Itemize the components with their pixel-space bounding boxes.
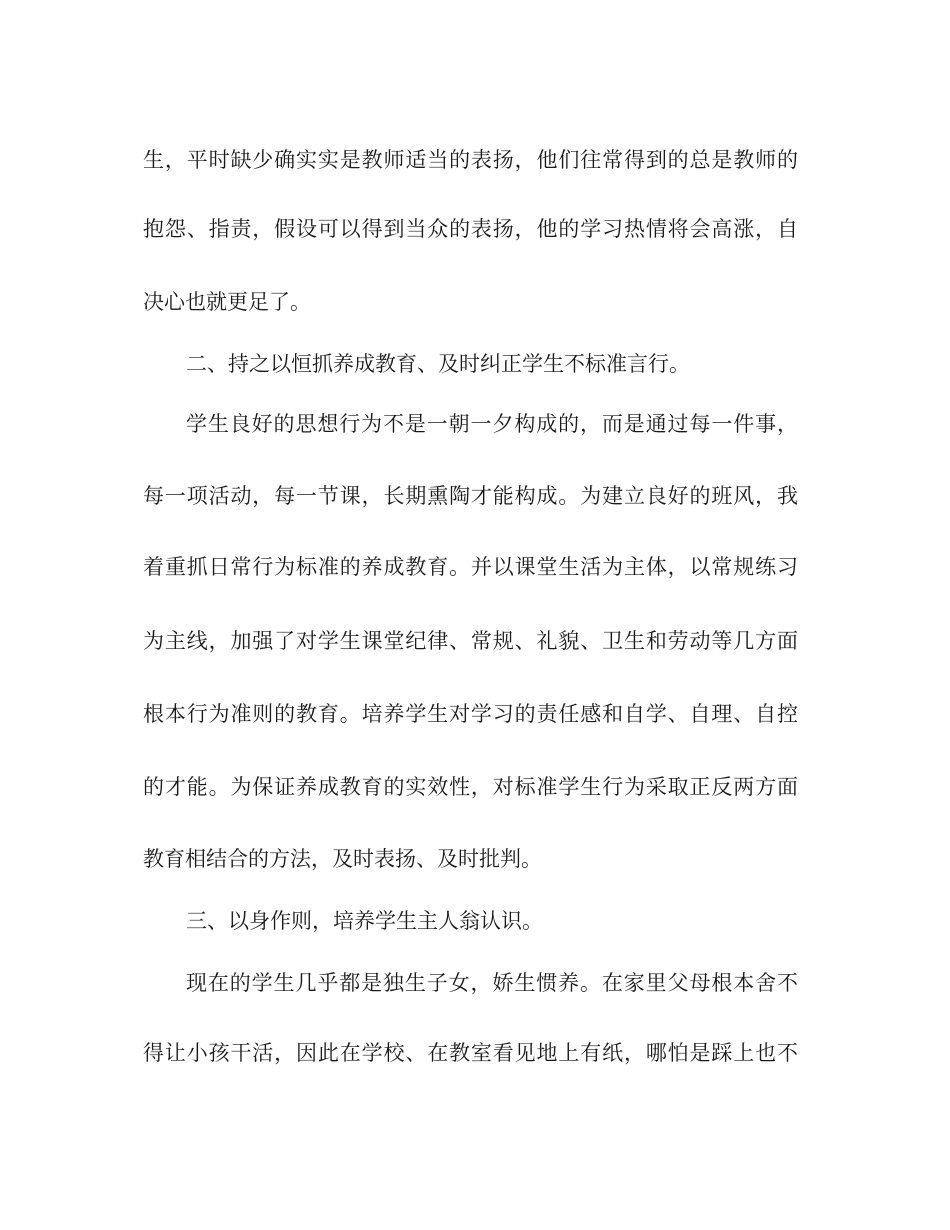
paragraph-line: 为主线，加强了对学生课堂纪律、常规、礼貌、卫生和劳动等几方面 (143, 629, 798, 653)
paragraph-line: 每一项活动，每一节课，长期熏陶才能构成。为建立良好的班风，我 (143, 484, 798, 508)
paragraph-line: 生，平时缺少确实实是教师适当的表扬，他们往常得到的总是教师的 (143, 148, 798, 172)
paragraph-line: 学生良好的思想行为不是一朝一夕构成的，而是通过每一件事， (186, 412, 798, 436)
paragraph-line: 抱怨、指责，假设可以得到当众的表扬，他的学习热情将会高涨，自 (143, 217, 798, 241)
section-heading: 三、以身作则，培养学生主人翁认识。 (186, 909, 543, 933)
paragraph-line: 的才能。为保证养成教育的实效性，对标准学生行为采取正反两方面 (143, 775, 798, 799)
paragraph-line: 根本行为准则的教育。培养学生对学习的责任感和自学、自理、自控 (143, 702, 798, 726)
section-heading: 二、持之以恒抓养成教育、及时纠正学生不标准言行。 (186, 352, 690, 376)
paragraph-line: 决心也就更足了。 (143, 290, 311, 314)
paragraph-line: 现在的学生几乎都是独生子女，娇生惯养。在家里父母根本舍不 (186, 971, 798, 995)
paragraph-line: 得让小孩干活，因此在学校、在教室看见地上有纸，哪怕是踩上也不 (143, 1041, 798, 1065)
paragraph-line: 教育相结合的方法，及时表扬、及时批判。 (143, 847, 542, 871)
paragraph-line: 着重抓日常行为标准的养成教育。并以课堂生活为主体，以常规练习 (143, 555, 798, 579)
